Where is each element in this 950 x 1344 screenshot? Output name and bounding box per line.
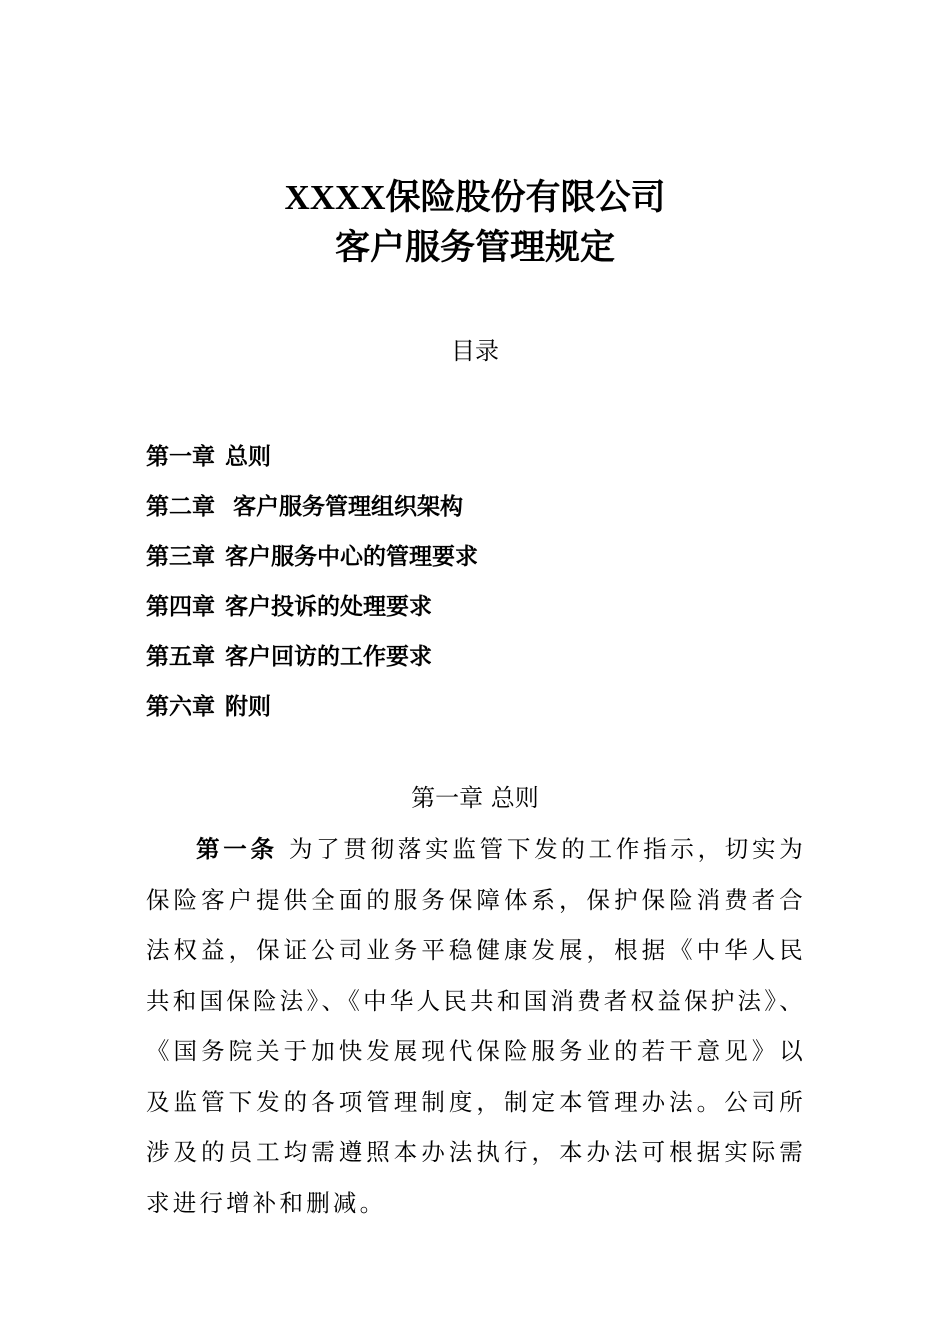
toc-item-chapter-2 bbox=[146, 482, 478, 532]
toc-item-title: 总则 bbox=[225, 444, 271, 470]
article-1-text: 为了贯彻落实监管下发的工作指示，切实为保险客户提供全面的服务保障体系，保护保险消费者合法权益，保证公司业务平稳健康发展，根据《中华人民共和国保险法》、《中华人民共和国消费者权益保护法》、《国务院关于加快发展现代保险服务业的若干意见》以及监管下发的各项管理制度，制定本管理办法。公司所涉及的员工均需遵照本办法执行，本办法可根据实际需求进行增补和删减。 bbox=[146, 835, 806, 1217]
toc-item-number: 第一章 bbox=[146, 444, 215, 470]
toc-item-number: 第四章 bbox=[146, 594, 215, 620]
toc-item-number: 第六章 bbox=[146, 694, 215, 720]
toc-item-title: 客户服务中心的管理要求 bbox=[225, 544, 478, 570]
article-1-paragraph bbox=[146, 824, 806, 1228]
toc-item-title: 客户投诉的处理要求 bbox=[225, 594, 432, 620]
document-title-line1: XXXX保险股份有限公司 bbox=[284, 178, 666, 217]
toc-item-title: 附则 bbox=[225, 694, 271, 720]
toc-item-chapter-3 bbox=[146, 532, 478, 582]
toc-item-chapter-6 bbox=[146, 682, 478, 732]
toc-heading: 目录 bbox=[451, 337, 499, 365]
article-1-label: 第一条 bbox=[196, 835, 278, 863]
toc-item-number: 第三章 bbox=[146, 544, 215, 570]
toc-item-chapter-4 bbox=[146, 582, 478, 632]
table-of-contents bbox=[146, 432, 478, 732]
toc-item-chapter-1 bbox=[146, 432, 478, 482]
document-title-line2: 客户服务管理规定 bbox=[334, 228, 615, 267]
toc-item-number: 第二章 bbox=[146, 494, 215, 520]
toc-item-title: 客户服务管理组织架构 bbox=[225, 494, 464, 520]
toc-item-chapter-5 bbox=[146, 632, 478, 682]
toc-item-number: 第五章 bbox=[146, 644, 215, 670]
toc-item-title: 客户回访的工作要求 bbox=[225, 644, 432, 670]
chapter-1-heading: 第一章 总则 bbox=[411, 784, 539, 812]
